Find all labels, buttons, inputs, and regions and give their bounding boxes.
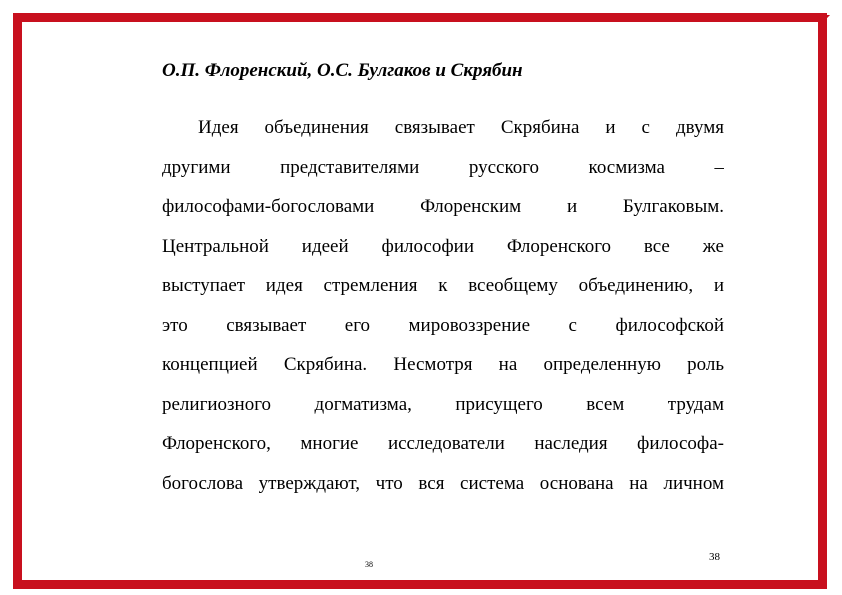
paragraph-line: богослова утверждают, что вся система основана на личном bbox=[162, 472, 724, 494]
paragraph-line: другими представителями русского космизма – bbox=[162, 156, 724, 178]
paragraph-line: религиозного догматизма, присущего всем трудам bbox=[162, 393, 724, 415]
body-paragraph bbox=[162, 108, 724, 503]
page-number-right: 38 bbox=[709, 551, 720, 563]
paragraph-line: Идея объединения связывает Скрябина и с двумя bbox=[198, 117, 724, 138]
slide-title: О.П. Флоренский, О.С. Булгаков и Скрябин bbox=[162, 60, 523, 81]
paragraph-line: это связывает его мировоззрение с философской bbox=[162, 314, 724, 336]
paragraph-line: философами-богословами Флоренским и Булгаковым. bbox=[162, 196, 724, 217]
paragraph-line: Центральной идеей философии Флоренского все же bbox=[162, 235, 724, 257]
paragraph-line: выступает идея стремления к всеобщему объединению, и bbox=[162, 275, 724, 296]
page-number-center: 38 bbox=[365, 560, 373, 569]
paragraph-line: концепцией Скрябина. Несмотря на определенную роль bbox=[162, 354, 724, 375]
paragraph-line: Флоренского, многие исследователи наследия философа- bbox=[162, 433, 724, 454]
